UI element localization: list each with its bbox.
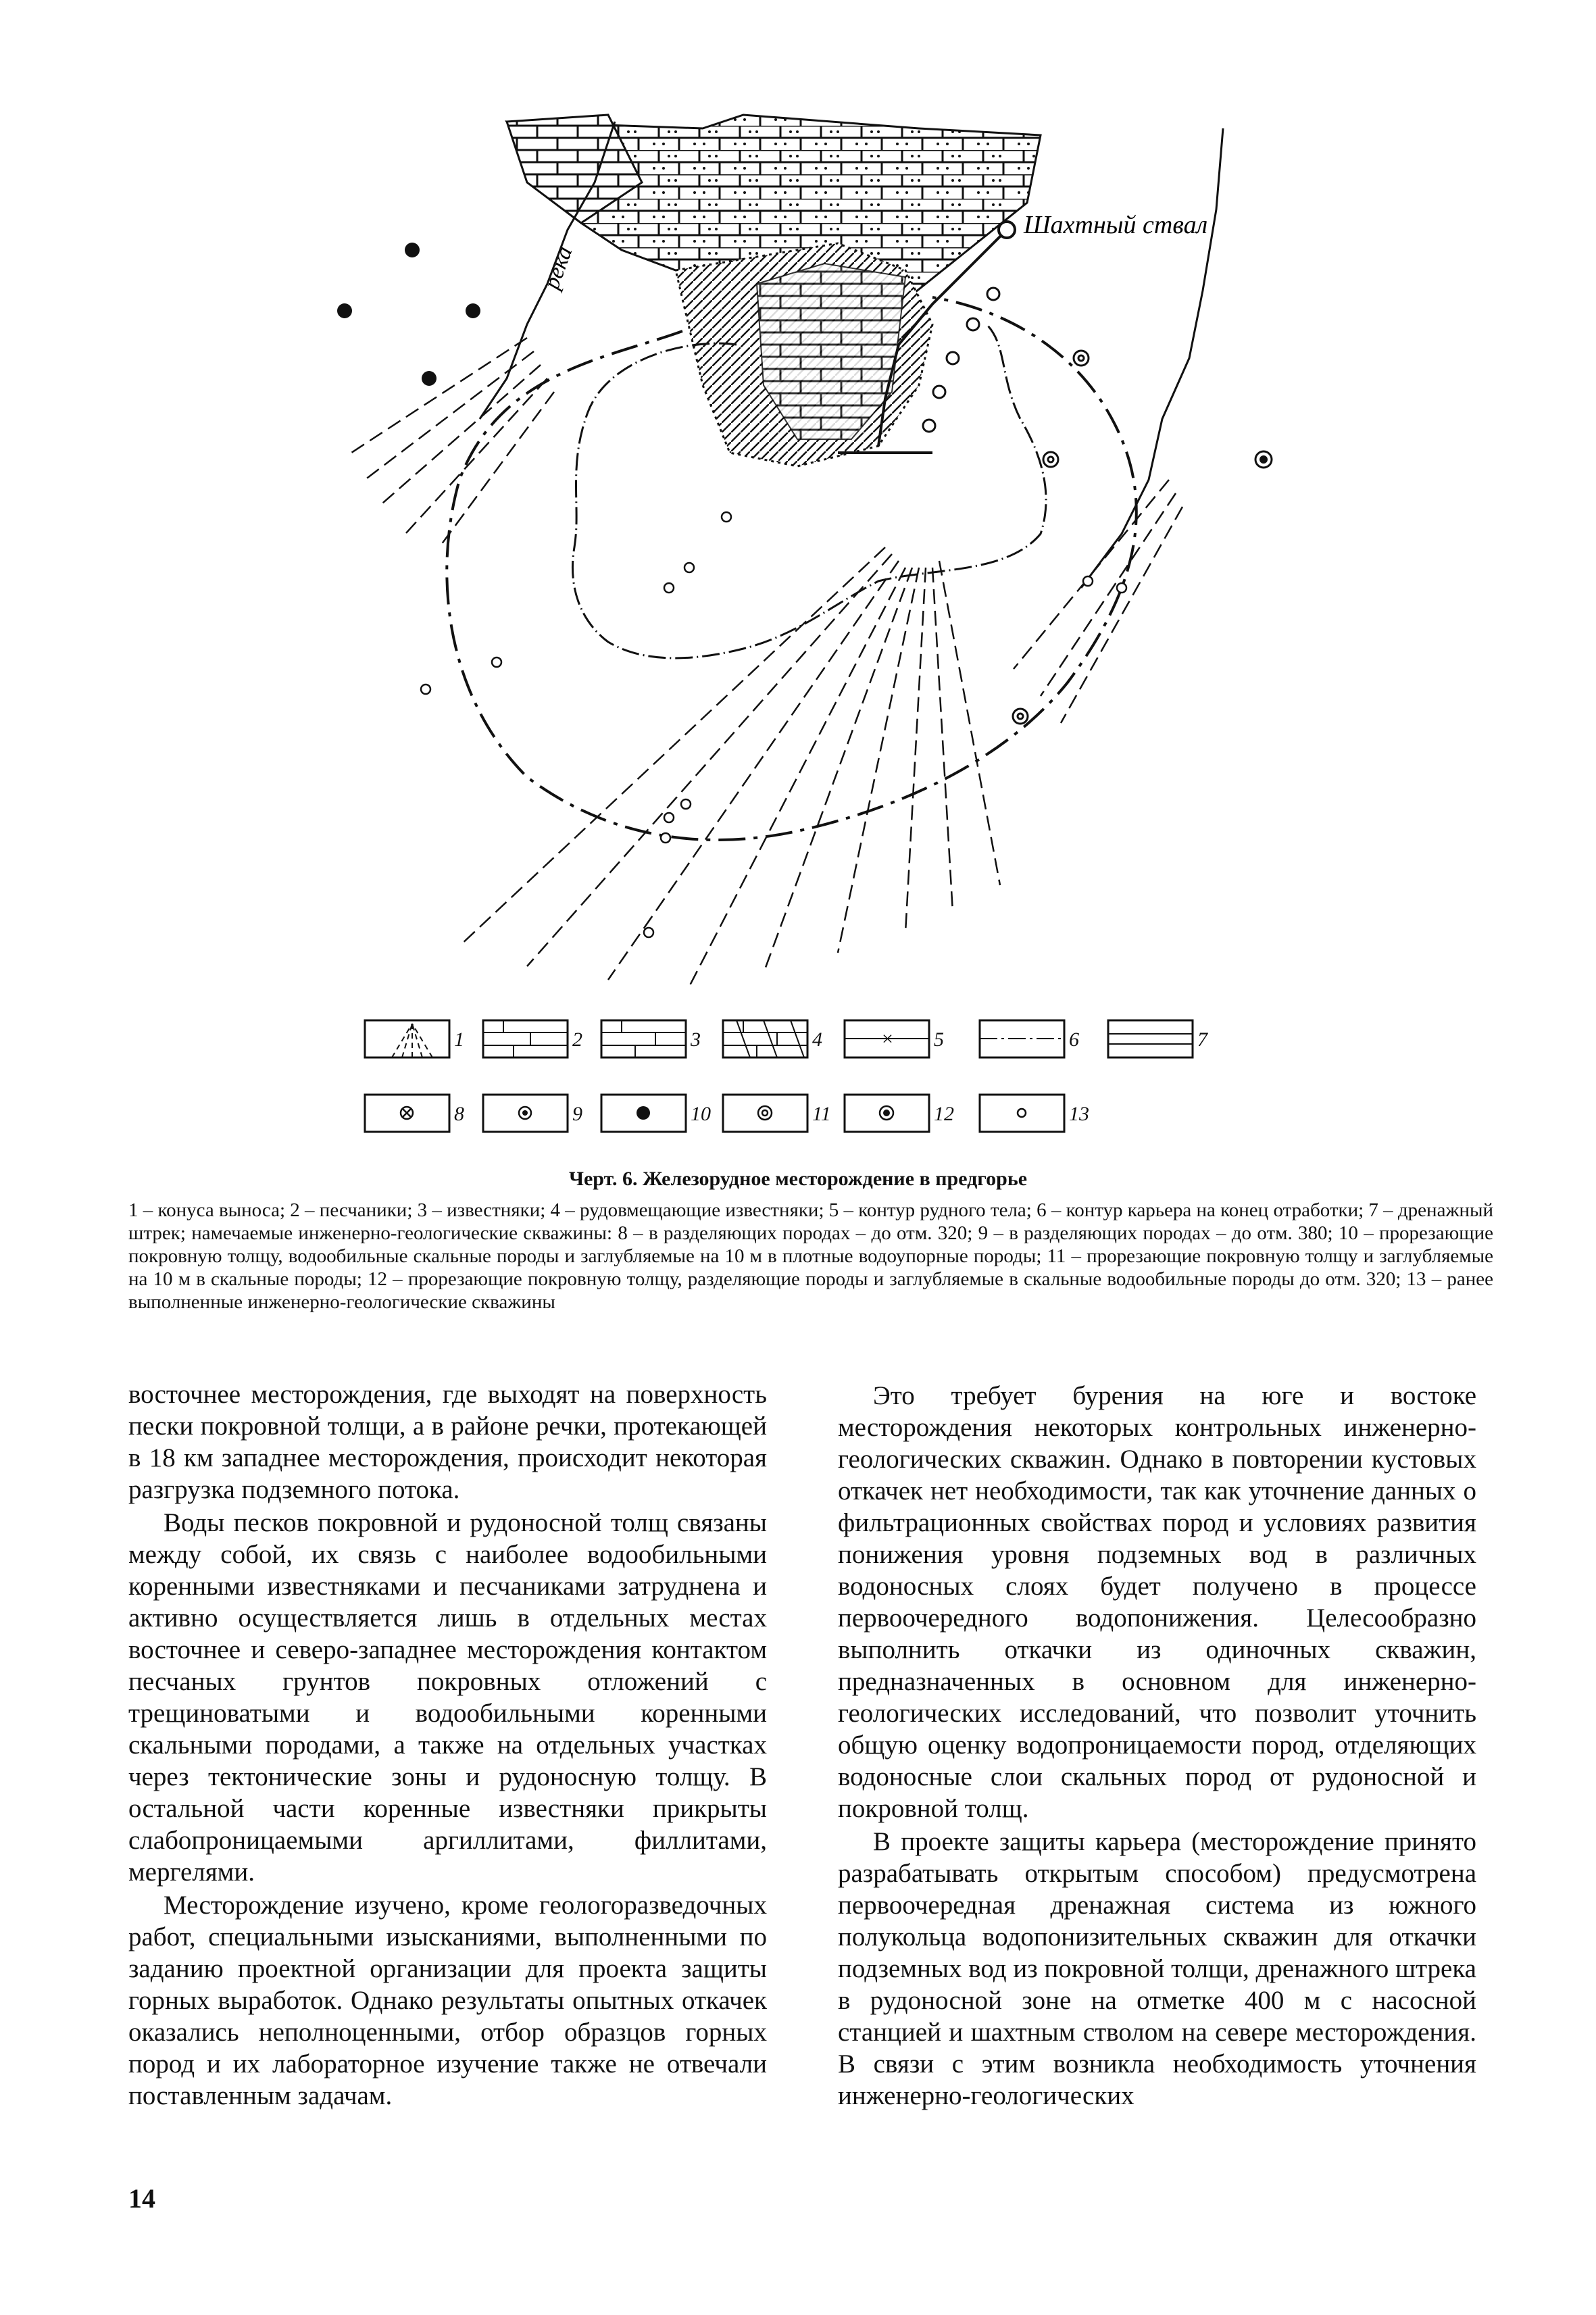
wells-type-11	[1013, 351, 1089, 724]
legend-num-12: 12	[934, 1103, 954, 1125]
right-paragraph-1: Это требует бурения на юге и востоке месторождения некоторых контрольных инженерно-геологических скважин. Однако в повторении кустовых откачек нет необходимости, так как уточнение данных о фильтрационных свойствах пород и условиях развития понижения уровня подземных вод в различных водоносных слоях будет получено в процессе первоочередного водопонижения. Целесообразно выполнить откачки из одиночных скважин, предназначенных в основном для инженерно-геологических исследований, что позволит уточнить общую оценку водопроницаемости пород, отделяющих водоносные слои скальных пород от рудоносной и покровной толщ.	[838, 1381, 1476, 1823]
alluvial-fan-south	[459, 547, 1000, 987]
river-label: река	[539, 243, 578, 293]
left-paragraph-2: Воды песков покровной и рудоносной толщ связаны между собой, их связь с наиболее водообильными коренными известняками и песчаниками затруднена и активно осуществляется лишь в отдельных местах восточнее и северо-западнее месторождения контактом песчаных грунтов покровных отложений с трещиноватыми и водообильными коренными скальными породами, а также на отдельных участках через тектонические зоны и рудоносную толщу. В остальной части коренные известняки прикрыты слабопроницаемыми аргиллитами, филлитами, мергелями.	[128, 1508, 767, 1887]
legend-num-9: 9	[572, 1103, 582, 1125]
alluvial-fan-east	[1014, 480, 1182, 723]
page-number: 14	[128, 2183, 155, 2214]
alluvial-fan-west	[351, 338, 554, 547]
left-column	[128, 1378, 767, 2112]
deposit-map	[324, 101, 1284, 1000]
svg-text:×: ×	[882, 1028, 893, 1050]
legend-num-11: 11	[812, 1103, 831, 1125]
left-paragraph-1: восточнее месторождения, где выходят на поверхность пески покровной толщи, а в районе речки, протекающей в 18 км западнее месторождения, происходит некоторая разгрузка подземного потока.	[128, 1380, 767, 1504]
ore-bearing-limestone	[676, 243, 932, 466]
legend-num-1: 1	[454, 1028, 464, 1051]
legend-num-5: 5	[934, 1028, 944, 1051]
shaft-icon	[999, 222, 1015, 238]
wells-type-12	[1255, 451, 1272, 468]
figure-caption-title: Черт. 6. Железорудное месторождение в предгорье	[568, 1168, 1028, 1190]
legend-num-6: 6	[1069, 1028, 1079, 1051]
figure-caption-body: 1 – конуса выноса; 2 – песчаники; 3 – известняки; 4 – рудовмещающие известняки; 5 – контур рудного тела; 6 – контур карьера на конец отработки; 7 – дренажный штрек; намечаемые инженерно-геологические скважины: 8 – в разделяющих породах – до отм. 320; 9 – в разделяющих породах – до отм. 380; 10 – прорезающие покровную толщу, водообильные скальные породы и заглубляемые на 10 м в плотные водоупорные породы; 11 – прорезающие покровную толщу и заглубляемые на 10 м в скальные породы; 12 – прорезающие покровную толщу, разделяющие породы и заглубляемые в скальные водообильные породы до отм. 320; 13 – ранее выполненные инженерно-геологические скважины	[128, 1199, 1494, 1313]
legend-num-8: 8	[454, 1103, 464, 1125]
map-legend	[358, 1007, 1304, 1149]
legend-num-13: 13	[1069, 1103, 1089, 1125]
wells-type-13	[421, 512, 1126, 937]
legend-num-2: 2	[572, 1028, 582, 1051]
wells-type-10	[337, 243, 480, 386]
right-paragraph-2: В проекте защиты карьера (месторождение принято разрабатывать открытым способом) предусмотрена первоочередная дренажная система из южного полукольца водопонизительных скважин для откачки подземных вод из покровной толщи, дренажного штрека в рудоносной зоне на отметке 400 м с насосной станцией и шахтным стволом на севере месторождения. В связи с этим возникла необходимость уточнения инженерно-геологических	[838, 1827, 1476, 2110]
right-column	[838, 1378, 1476, 2112]
legend-num-3: 3	[691, 1028, 701, 1051]
legend-num-4: 4	[812, 1028, 822, 1051]
legend-num-10: 10	[691, 1103, 711, 1125]
wells-type-8	[923, 288, 999, 432]
left-paragraph-3: Месторождение изучено, кроме геологоразведочных работ, специальными изысканиями, выполненными по заданию проектной организации для проекта защиты горных выработок. Однако результаты опытных откачек оказались неполноценными, отбор образцов горных пород и их лабораторное изучение также не отвечали поставленным задачам.	[128, 1891, 767, 2110]
legend-num-7: 7	[1197, 1028, 1207, 1051]
east-stream	[1081, 128, 1223, 588]
shaft-label: Шахтный ствал	[1024, 211, 1208, 239]
